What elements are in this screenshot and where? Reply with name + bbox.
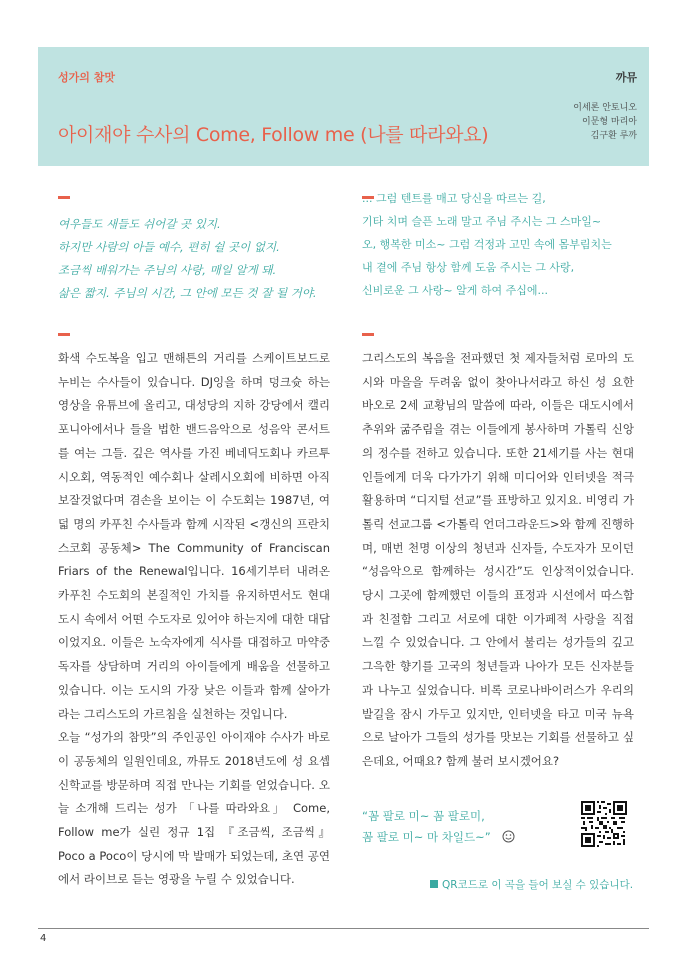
qr-note (430, 877, 633, 892)
verse-line: 신비로운 그 사랑~ 알게 하여 주십에... (362, 284, 548, 297)
qr-code-icon[interactable] (581, 801, 627, 847)
qr-note-text: QR코드로 이 곡을 들어 보실 수 있습니다. (442, 879, 634, 891)
header-banner (38, 47, 649, 166)
verse-line: 조금씩 배워가는 주님의 사랑, 매일 알게 돼. (58, 263, 277, 277)
left-body (58, 347, 330, 892)
square-bullet-icon (430, 880, 438, 888)
right-verse (362, 187, 612, 302)
body-paragraph: 오늘 “성가의 참맛”의 주인공인 아이재야 수사가 바로 이 공동체의 일원인데요, 까뮤도 2018년도에 성 요셉 신학교를 방문하며 직접 만나는 기회를 얻었습니다. 오늘 소개해 드리는 성가 「나를 따라와요」 Come, Follow me가 실린 정규 1집 『조금씩, 조금씩』 Poco a Poco이 당시에 막 발매가 되었는데, 초연 공연에서 라이브로 듣는 영광을 누릴 수 있었습니다. (58, 730, 330, 887)
chant-line: 꼼 팔로 미~ 마 차일드~” (362, 830, 491, 844)
member-list (573, 101, 637, 143)
footer-divider (38, 928, 649, 929)
member-name: 이세론 안토니오 (573, 103, 637, 113)
verse-line: 삶은 짧지. 주님의 시간, 그 안에 모든 것 잘 될 거야. (58, 286, 317, 300)
verse-line: 여우들도 새들도 쉬어갈 곳 있지. (58, 217, 221, 231)
body-dash (362, 333, 374, 336)
member-name: 김구환 루까 (590, 131, 637, 141)
smile-icon (502, 829, 515, 850)
chant-line: “꼼 팔로 미~ 꼼 팔로미, (362, 809, 485, 823)
verse-line: ... 그럼 텐트를 매고 당신을 따르는 길, (362, 192, 546, 205)
left-verse (58, 213, 317, 305)
body-paragraph: 그리스도의 복음을 전파했던 첫 제자들처럼 로마의 도시와 마을을 두려움 없이 찾아나서라고 하신 성 요한 바오로 2세 교황님의 말씀에 따라, 이들은 대도시에서 추위와 굶주림을 겪는 이들에게 봉사하며 가톨릭 신앙의 정수를 전하고 있습니다. 또한 21세기를 사는 현대인들에게 더욱 다가가기 위해 미디어와 인터넷을 적극 활용하며 “디지털 선교”를 표방하고 있지요. 비영리 가톨릭 선교그룹 <가톨릭 언더그라운드>와 함께 진행하며, 매번 천명 이상의 청년과 신자들, 수도자가 모이던 “성음악으로 함께하는 성시간”도 인상적이었습니다. 당시 그곳에 함께했던 이들의 표정과 시선에서 따스함과 친절함 그리고 서로에 대한 이가페적 사랑을 직접 느낄 수 있었습니다. 그 안에서 불리는 성가들의 깊고 그윽한 향기를 고국의 청년들과 나아가 모든 신자분들과 나누고 싶었습니다. 비록 코로나바이러스가 우리의 발길을 잠시 가두고 있지만, 인터넷을 타고 미국 뉴욕으로 날아가 그들의 성가를 맛보는 기회를 선물하고 싶은데요, 어때요? 함께 불러 보시겠어요? (362, 351, 634, 768)
right-body (362, 347, 634, 774)
team-name: 까뮤 (615, 71, 637, 84)
verse-line: 기타 치며 슬픈 노래 말고 주님 주시는 그 스마일~ (362, 215, 602, 228)
verse-line: 오, 행복한 미소~ 그럼 걱정과 고민 속에 몸부림치는 (362, 238, 612, 251)
verse-line: 하지만 사람의 아들 예수, 편히 쉴 곳이 없지. (58, 240, 280, 254)
page-number: 4 (40, 933, 47, 944)
verse-dash (58, 196, 70, 199)
verse-line: 내 곁에 주님 항상 함께 도움 주시는 그 사랑, (362, 261, 575, 274)
section-label: 성가의 참맛 (58, 71, 115, 84)
article-title: 아이재야 수사의 Come, Follow me (나를 따라와요) (58, 124, 489, 146)
chant-lines (362, 806, 515, 850)
member-name: 이문형 마리아 (581, 117, 637, 127)
body-dash (58, 333, 70, 336)
body-paragraph: 화색 수도복을 입고 맨해튼의 거리를 스케이트보드로 누비는 수사들이 있습니다. DJ잉을 하며 덩크슛 하는 영상을 유튜브에 올리고, 대성당의 지하 강당에서 캘리포니아에서나 들을 법한 밴드음악으로 성음악 콘서트를 여는 그들. 깊은 역사를 가진 베네딕도회나 카르투시오회, 역동적인 예수회나 살레시오회에 비하면 아직 보잘것없다며 겸손을 보이는 이 수도회는 1987년, 여덟 명의 카푸친 수사들과 함께 시작된 <갱신의 프란치스코회 공동체> The Community of Franciscan Friars of the Renewal입니다. 16세기부터 내려온 카푸친 수도회의 본질적인 가치를 유지하면서도 현대 도시 속에서 어떤 수도자로 있어야 하는지에 대한 대답이었지요. 이들은 노숙자에게 식사를 대접하고 마약중독자를 상담하며 거리의 아이들에게 배움을 선물하고 있습니다. 이는 도시의 가장 낮은 이들과 함께 살아가라는 그리스도의 가르침을 실천하는 것입니다. (58, 351, 330, 721)
